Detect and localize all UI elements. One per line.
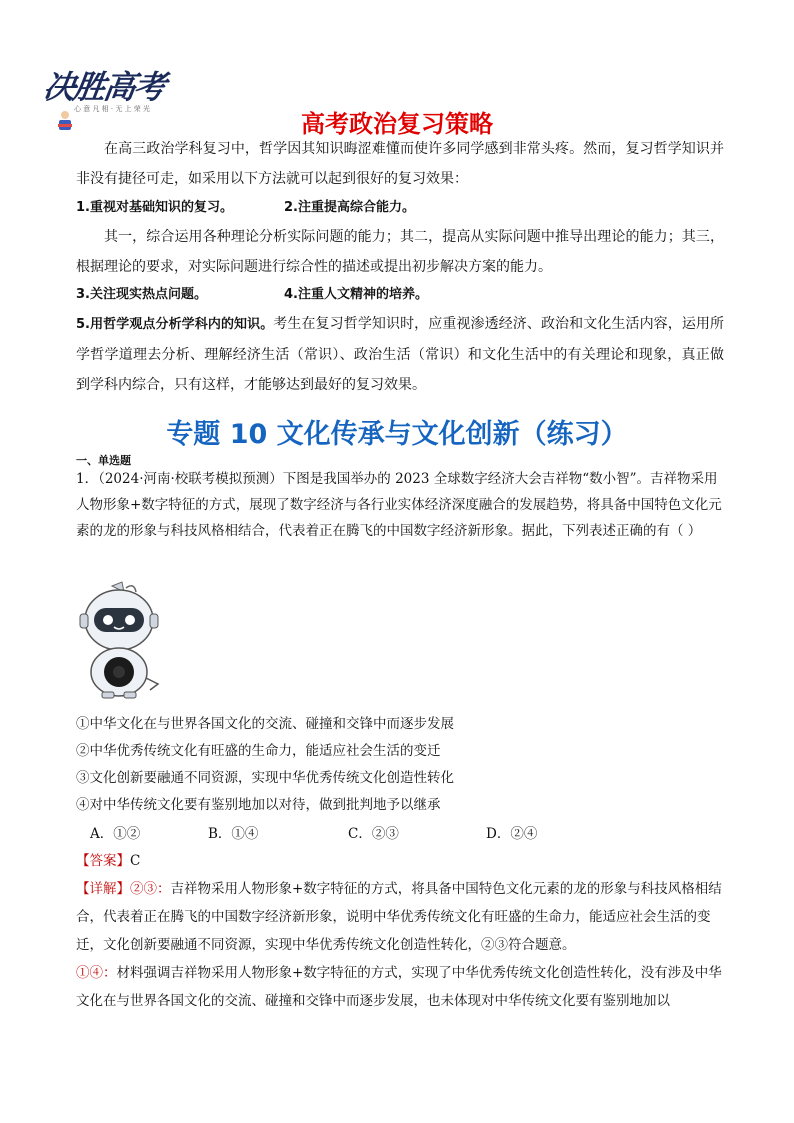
intro-paragraph-2: 其一，综合运用各种理论分析实际问题的能力；其二，提高从实际问题中推导出理论的能力；其三，根据理论的要求，对实际问题进行综合性的描述或提出初步解决方案的能力。 bbox=[76, 229, 724, 275]
answer-detail-2 bbox=[76, 959, 728, 1015]
strategy-item-1: 1.重视对基础知识的复习。 bbox=[76, 200, 233, 215]
strategy-item-2: 2.注重提高综合能力。 bbox=[284, 200, 415, 215]
logo-slogan: 心 意 凡 相 · 无 上 荣 光 bbox=[74, 105, 151, 113]
strategy-item-3: 3.关注现实热点问题。 bbox=[76, 287, 207, 302]
logo-text: 决胜高考 bbox=[41, 68, 167, 106]
topic-title: 专题 10 文化传承与文化创新（练习） bbox=[166, 419, 628, 450]
page-title: 高考政治复习策略 bbox=[301, 110, 493, 138]
detail-2-text: 材料强调吉祥物采用人物形象+数字特征的方式，实现了中华优秀传统文化创造性转化，没有涉及中华文化在与世界各国文化的交流、碰撞和交锋中而逐步发展，也未体现对中华传统文化要有鉴别地加以 bbox=[76, 965, 722, 1009]
statement-1: ①中华文化在与世界各国文化的交流、碰撞和交锋中而逐步发展 bbox=[76, 716, 454, 732]
option-d[interactable]: D．②④ bbox=[486, 826, 538, 842]
answer-line bbox=[76, 847, 728, 875]
strategy-item-5: 5.用哲学观点分析学科内的知识。 bbox=[76, 317, 274, 332]
question-stem: 1．（2024·河南·校联考模拟预测）下图是我国举办的 2023 全球数字经济大会吉祥物“数小智”。吉祥物采用人物形象+数字特征的方式，展现了数字经济与各行业实体经济深度融合的发展趋势，将具备中国特色文化元素的龙的形象与科技风格相结合，代表着正在腾飞的中国数字经济新形象。据此，下列表述正确的有（ ） bbox=[76, 471, 722, 539]
statement-2: ②中华优秀传统文化有旺盛的生命力，能适应社会生活的变迁 bbox=[76, 743, 441, 759]
answer-value: C bbox=[130, 853, 141, 869]
detail-2-lead: ①④： bbox=[76, 965, 117, 981]
detail-1-text: 吉祥物采用人物形象+数字特征的方式，将具备中国特色文化元素的龙的形象与科技风格相结合，代表着正在腾飞的中国数字经济新形象，说明中华优秀传统文化有旺盛的生命力，能适应社会生活的变迁，文化创新要融通不同资源，实现中华优秀传统文化创造性转化，②③符合题意。 bbox=[76, 881, 722, 953]
option-a[interactable]: A．①② bbox=[90, 826, 141, 842]
statement-3: ③文化创新要融通不同资源，实现中华优秀传统文化创造性转化 bbox=[76, 770, 454, 786]
detail-label: 【详解】 bbox=[76, 881, 130, 897]
intro-paragraph-1: 在高三政治学科复习中，哲学因其知识晦涩难懂而使许多同学感到非常头疼。然而，复习哲学知识并非没有捷径可走，如采用以下方法就可以起到很好的复习效果： bbox=[76, 141, 724, 187]
option-c[interactable]: C．②③ bbox=[348, 826, 399, 842]
option-b[interactable]: B．①④ bbox=[208, 826, 259, 842]
mascot-image bbox=[74, 580, 164, 700]
section-label: 一、单选题 bbox=[76, 454, 131, 467]
strategy-item-4: 4.注重人文精神的培养。 bbox=[284, 287, 428, 302]
answer-detail-1 bbox=[76, 875, 728, 959]
statement-4: ④对中华传统文化要有鉴别地加以对待，做到批判地予以继承 bbox=[76, 797, 441, 813]
detail-1-lead: ②③： bbox=[130, 881, 171, 897]
intro-paragraph-3-text: 考生在复习哲学知识时，应重视渗透经济、政治和文化生活内容，运用所学哲学道理去分析、理解经济生活（常识）、政治生活（常识）和文化生活中的有关理论和现象，真正做到学科内综合，只有这样，才能够达到最好的复习效果。 bbox=[76, 316, 725, 393]
answer-label: 【答案】 bbox=[76, 853, 130, 869]
intro-paragraph-3 bbox=[76, 309, 724, 400]
